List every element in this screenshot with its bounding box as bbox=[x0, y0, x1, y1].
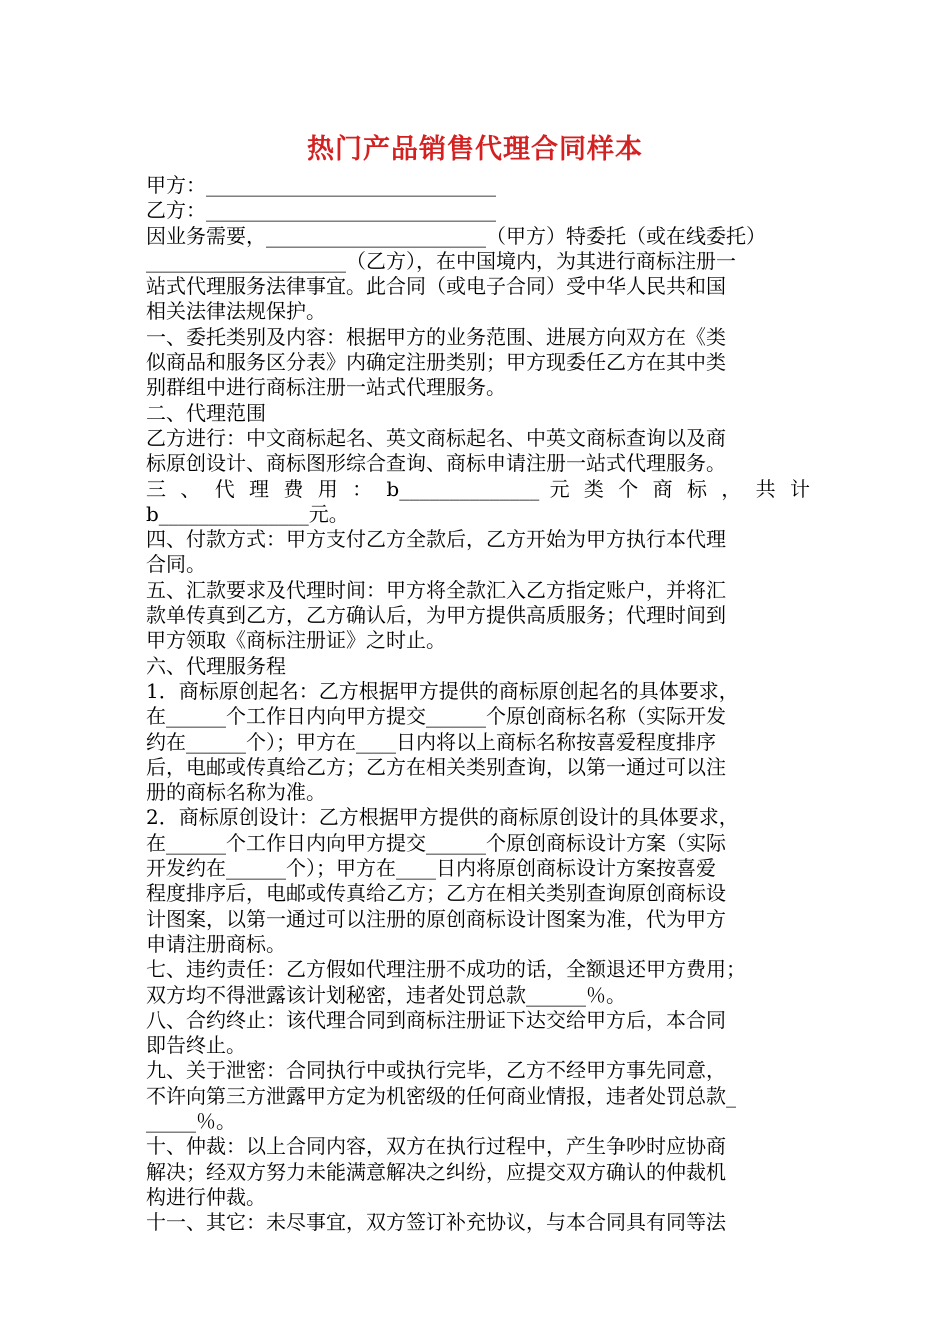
body-line: 十、仲裁：以上合同内容，双方在执行过程中，产生争吵时应协商 bbox=[146, 1134, 726, 1159]
body-line: 即告终止。 bbox=[146, 1033, 246, 1058]
body-line: 不许向第三方泄露甲方定为机密级的任何商业情报，违者处罚总款_ bbox=[146, 1083, 736, 1108]
body-line: 四、付款方式：甲方支付乙方全款后，乙方开始为甲方执行本代理 bbox=[146, 527, 726, 552]
body-line: _____％。 bbox=[146, 1108, 236, 1133]
body-line: 九、关于泄密：合同执行中或执行完毕，乙方不经甲方事先同意， bbox=[146, 1058, 726, 1083]
body-line: 甲方：_____________________________ bbox=[146, 173, 496, 197]
body-line: 2．商标原创设计：乙方根据甲方提供的商标原创设计的具体要求， bbox=[146, 805, 739, 830]
body-line: 三 、 代 理 费 用 ： b______________ 元 类 个 商 标 ， 共 计 bbox=[146, 476, 810, 501]
body-line: 十一、其它：未尽事宜，双方签订补充协议，与本合同具有同等法 bbox=[146, 1210, 726, 1235]
body-line: 因业务需要，______________________（甲方）特委托（或在线委托） bbox=[146, 223, 766, 248]
body-line: 八、合约终止：该代理合同到商标注册证下达交给甲方后，本合同 bbox=[146, 1007, 726, 1032]
body-line: 乙方进行：中文商标起名、英文商标起名、中英文商标查询以及商 bbox=[146, 425, 726, 450]
body-line: 五、汇款要求及代理时间：甲方将全款汇入乙方指定账户，并将汇 bbox=[146, 577, 726, 602]
body-line: 标原创设计、商标图形综合查询、商标申请注册一站式代理服务。 bbox=[146, 451, 726, 476]
body-line: 二、代理范围 bbox=[146, 400, 266, 425]
body-line: 册的商标名称为准。 bbox=[146, 780, 326, 805]
body-line: 程度排序后，电邮或传真给乙方；乙方在相关类别查询原创商标设 bbox=[146, 881, 726, 906]
body-line: ____________________（乙方），在中国境内，为其进行商标注册一 bbox=[146, 248, 736, 273]
body-line: 款单传真到乙方，乙方确认后，为甲方提供高质服务；代理时间到 bbox=[146, 603, 726, 628]
body-line: 解决；经双方努力未能满意解决之纠纷，应提交双方确认的仲裁机 bbox=[146, 1159, 726, 1184]
body-line: 相关法律法规保护。 bbox=[146, 299, 326, 324]
document-title: 热门产品销售代理合同样本 bbox=[307, 134, 643, 165]
body-line: 在______个工作日内向甲方提交______个原创商标名称（实际开发 bbox=[146, 704, 726, 729]
body-line: 后，电邮或传真给乙方；乙方在相关类别查询，以第一通过可以注 bbox=[146, 754, 726, 779]
body-line: 七、违约责任：乙方假如代理注册不成功的话，全额退还甲方费用； bbox=[146, 957, 746, 982]
body-line: 一、委托类别及内容：根据甲方的业务范围、进展方向双方在《类 bbox=[146, 324, 726, 349]
body-line: 约在______个）；甲方在____日内将以上商标名称按喜爱程度排序 bbox=[146, 729, 716, 754]
body-line: 双方均不得泄露该计划秘密，违者处罚总款______％。 bbox=[146, 982, 626, 1007]
body-line: 在______个工作日内向甲方提交______个原创商标设计方案（实际 bbox=[146, 830, 726, 855]
body-line: 似商品和服务区分表》内确定注册类别；甲方现委任乙方在其中类 bbox=[146, 350, 726, 375]
document-body bbox=[146, 173, 810, 1235]
body-line: 构进行仲裁。 bbox=[146, 1184, 266, 1209]
body-line: 合同。 bbox=[146, 552, 206, 577]
body-line: 开发约在______个）；甲方在____日内将原创商标设计方案按喜爱 bbox=[146, 856, 716, 881]
body-line: 站式代理服务法律事宜。此合同（或电子合同）受中华人民共和国 bbox=[146, 274, 726, 299]
body-line: 别群组中进行商标注册一站式代理服务。 bbox=[146, 375, 506, 400]
body-line: 六、代理服务程 bbox=[146, 653, 286, 678]
body-line: 甲方领取《商标注册证》之时止。 bbox=[146, 628, 446, 653]
body-line: 1．商标原创起名：乙方根据甲方提供的商标原创起名的具体要求， bbox=[146, 678, 739, 703]
body-line: 乙方：_____________________________ bbox=[146, 198, 496, 223]
body-line: 计图案，以第一通过可以注册的原创商标设计图案为准，代为甲方 bbox=[146, 906, 726, 931]
body-line: 申请注册商标。 bbox=[146, 931, 286, 956]
body-line: b_______________元。 bbox=[146, 501, 349, 526]
